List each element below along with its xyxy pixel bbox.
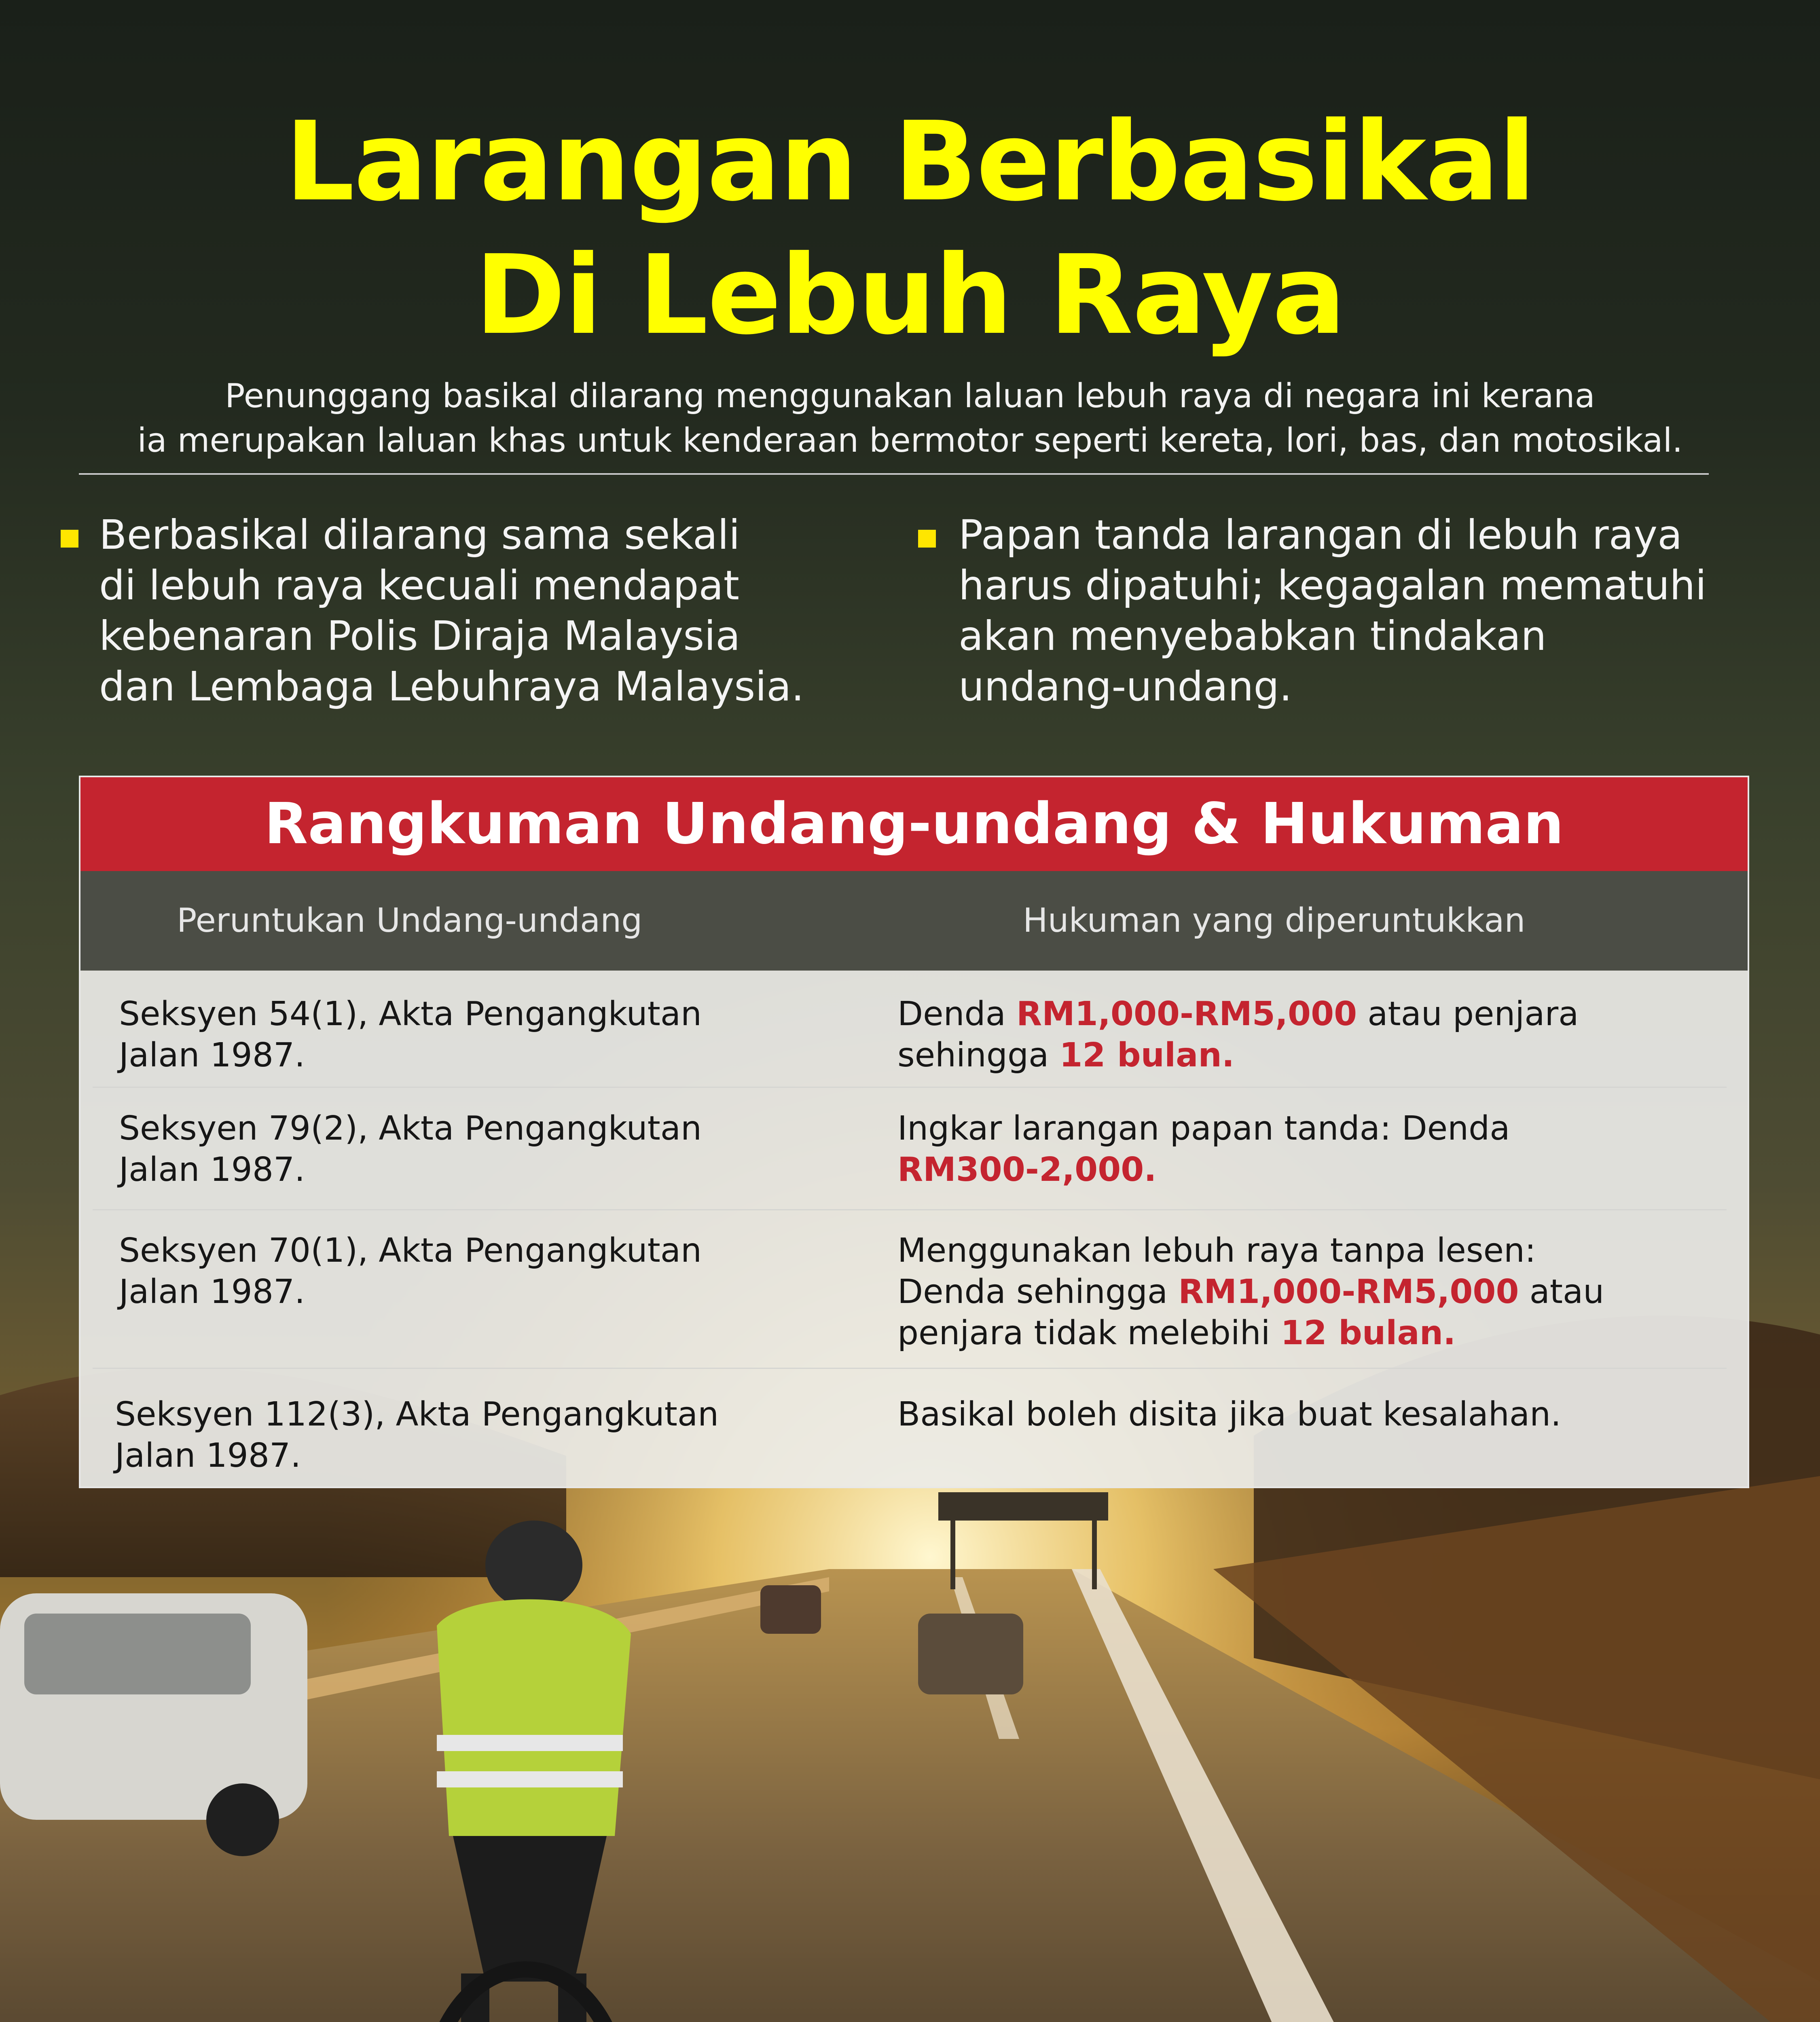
penalty-cell-line-1: Menggunakan lebuh raya tanpa lesen:: [897, 1231, 1536, 1270]
bullet-square-icon: [918, 530, 936, 548]
bullet-1-line-3: kebenaran Polis Diraja Malaysia: [99, 612, 741, 660]
row-divider: [93, 1368, 1727, 1369]
bullet-2-line-2: harus dipatuhi; kegagalan mematuhi: [959, 562, 1707, 609]
law-cell-line-1: Seksyen 112(3), Akta Pengangkutan: [115, 1395, 719, 1434]
bullet-2-line-1: Papan tanda larangan di lebuh raya: [959, 511, 1682, 558]
law-cell-line-2: Jalan 1987.: [115, 1436, 301, 1475]
bullet-1-line-1: Berbasikal dilarang sama sekali: [99, 511, 740, 558]
law-penalty-table: [79, 776, 1749, 1488]
law-cell-line-2: Jalan 1987.: [119, 1036, 305, 1074]
row-divider: [93, 1087, 1727, 1088]
penalty-cell-line-2: sehingga 12 bulan.: [897, 1036, 1235, 1074]
intro-line-1: Penunggang basikal dilarang menggunakan laluan lebuh raya di negara ini kerana: [225, 377, 1595, 415]
penalty-cell-line-1: Basikal boleh disita jika buat kesalahan.: [897, 1395, 1562, 1434]
page-title-line-1: Larangan Berbasikal: [285, 98, 1535, 225]
law-cell-line-1: Seksyen 79(2), Akta Pengangkutan: [119, 1109, 702, 1148]
column-header-law: Peruntukan Undang-undang: [177, 901, 643, 940]
row-divider: [93, 1209, 1727, 1210]
law-cell-line-1: Seksyen 70(1), Akta Pengangkutan: [119, 1231, 702, 1270]
law-cell-line-2: Jalan 1987.: [119, 1273, 305, 1311]
table-column-headers: [80, 871, 1748, 971]
penalty-cell-line-3: penjara tidak melebihi 12 bulan.: [897, 1314, 1456, 1352]
bullet-1-line-2: di lebuh raya kecuali mendapat: [99, 562, 739, 609]
penalty-cell-line-1: Denda RM1,000-RM5,000 atau penjara: [897, 995, 1579, 1033]
table-title-bar: [80, 777, 1748, 871]
column-header-penalty: Hukuman yang diperuntukkan: [1023, 901, 1526, 940]
penalty-cell-line-1: Ingkar larangan papan tanda: Denda: [897, 1109, 1510, 1148]
page-title-line-2: Di Lebuh Raya: [475, 231, 1345, 359]
law-cell-line-1: Seksyen 54(1), Akta Pengangkutan: [119, 995, 702, 1033]
law-cell-line-2: Jalan 1987.: [119, 1151, 305, 1189]
bullet-2-line-4: undang-undang.: [959, 663, 1292, 710]
divider: [79, 473, 1709, 475]
penalty-cell-line-2: Denda sehingga RM1,000-RM5,000 atau: [897, 1273, 1604, 1311]
penalty-cell-line-2: RM300-2,000.: [897, 1151, 1157, 1189]
bullet-1-line-4: dan Lembaga Lebuhraya Malaysia.: [99, 663, 804, 710]
bullet-2-line-3: akan menyebabkan tindakan: [959, 612, 1547, 660]
intro-line-2: ia merupakan laluan khas untuk kenderaan bermotor seperti kereta, lori, bas, dan motosikal.: [137, 421, 1683, 460]
bullet-square-icon: [61, 530, 78, 548]
table-title: Rangkuman Undang-undang & Hukuman: [264, 791, 1564, 857]
